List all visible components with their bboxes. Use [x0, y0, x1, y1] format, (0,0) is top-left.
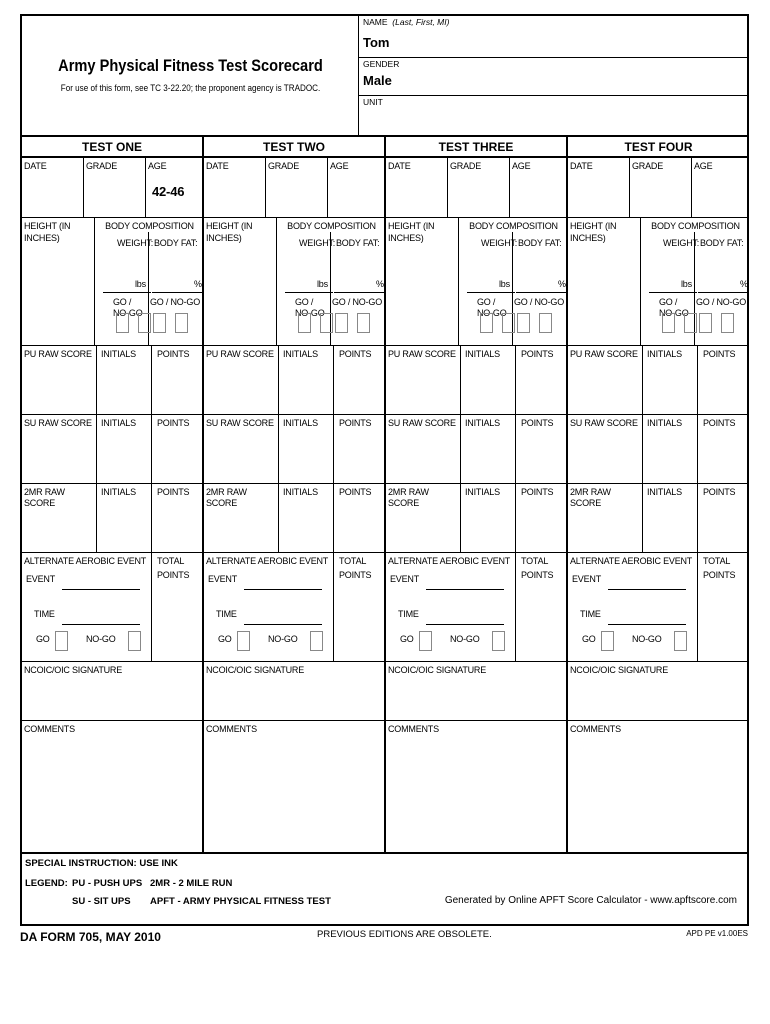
- su-points-cell[interactable]: [698, 415, 750, 483]
- su-row: [568, 415, 749, 484]
- comments-label: COMMENTS: [388, 724, 439, 734]
- su-points-label: POINTS: [521, 418, 554, 428]
- body-fat-input-line: [516, 292, 566, 293]
- signature-label: NCOIC/OIC SIGNATURE: [570, 665, 669, 675]
- su-points-cell[interactable]: [152, 415, 204, 483]
- weight-go-nogo: GO / NO-GO: [659, 297, 689, 318]
- no-go-label: NO-GO: [450, 634, 480, 644]
- grade-label: GRADE: [450, 161, 482, 171]
- generated-note: Generated by Online APFT Score Calculator - www.apftscore.com: [444, 895, 737, 906]
- gender-label: GENDER: [363, 59, 400, 69]
- pu-initials-label: INITIALS: [647, 349, 682, 359]
- date-cell[interactable]: [568, 158, 630, 217]
- signature-cell[interactable]: [22, 662, 204, 720]
- pu-points-label: POINTS: [339, 349, 372, 359]
- pu-raw-score-label: PU RAW SCORE: [206, 349, 274, 359]
- event-input-line: [426, 589, 504, 590]
- total-points-line2: POINTS: [521, 570, 554, 580]
- no-go-box[interactable]: [674, 631, 687, 651]
- weight-input-line: [103, 292, 151, 293]
- go-box[interactable]: [55, 631, 68, 651]
- body-fat-cell[interactable]: [513, 232, 568, 345]
- time-label: TIME: [216, 609, 237, 619]
- date-grade-age-row: [386, 158, 566, 218]
- test-column-title: TEST FOUR: [568, 136, 749, 158]
- run-raw-score-label: 2MR RAW SCORE: [206, 487, 247, 508]
- test-column-2: [204, 136, 386, 854]
- signature-row: [204, 662, 384, 721]
- form-title: Army Physical Fitness Test Scorecard: [58, 56, 323, 75]
- time-input-line: [62, 624, 140, 625]
- soldier-info-block: [359, 16, 747, 136]
- signature-label: NCOIC/OIC SIGNATURE: [206, 665, 305, 675]
- run-points-label: POINTS: [521, 487, 554, 497]
- su-raw-score-label: SU RAW SCORE: [388, 418, 456, 428]
- unit-label: UNIT: [363, 97, 383, 107]
- weight-cell[interactable]: [95, 232, 154, 345]
- pu-row: [568, 346, 749, 415]
- su-initials-label: INITIALS: [101, 418, 136, 428]
- comments-row: [386, 721, 566, 854]
- total-points-line2: POINTS: [339, 570, 372, 580]
- weight-label: WEIGHT:: [117, 238, 154, 248]
- su-initials-cell[interactable]: [643, 415, 698, 483]
- total-points-line1: TOTAL: [339, 556, 367, 566]
- body-composition-label: BODY COMPOSITION: [105, 221, 194, 231]
- name-field[interactable]: [359, 16, 747, 58]
- total-points-line2: POINTS: [157, 570, 190, 580]
- comments-label: COMMENTS: [206, 724, 257, 734]
- percent-unit: %: [376, 279, 384, 289]
- signature-row: [386, 662, 566, 721]
- go-box[interactable]: [601, 631, 614, 651]
- unit-field[interactable]: [359, 96, 747, 136]
- alt-event-cell[interactable]: [386, 553, 516, 661]
- body-fat-label: BODY FAT:: [154, 238, 198, 248]
- grade-label: GRADE: [268, 161, 300, 171]
- run-points-label: POINTS: [703, 487, 736, 497]
- signature-row: [568, 662, 749, 721]
- height-label-line2: INCHES): [570, 233, 606, 243]
- run-points-label: POINTS: [157, 487, 190, 497]
- body-composition-label: BODY COMPOSITION: [287, 221, 376, 231]
- test-column-4: [568, 136, 749, 854]
- weight-cell[interactable]: [459, 232, 518, 345]
- su-raw-score-cell[interactable]: [568, 415, 643, 483]
- grade-cell[interactable]: [84, 158, 146, 217]
- go-label: GO: [400, 634, 414, 644]
- height-cell[interactable]: [386, 218, 459, 345]
- body-fat-input-line: [698, 292, 748, 293]
- go-box[interactable]: [419, 631, 432, 651]
- date-cell[interactable]: [204, 158, 266, 217]
- form-number: DA FORM 705, MAY 2010: [20, 930, 161, 944]
- weight-label: WEIGHT:: [663, 238, 700, 248]
- date-grade-age-row: [22, 158, 202, 218]
- no-go-label: NO-GO: [86, 634, 116, 644]
- height-label-line2: INCHES): [206, 233, 242, 243]
- total-points-cell[interactable]: [516, 553, 568, 661]
- body-fat-go-nogo: GO / NO-GO: [696, 297, 747, 307]
- height-label-line2: INCHES): [24, 233, 60, 243]
- body-fat-nogo-box[interactable]: [357, 313, 370, 333]
- lbs-unit: lbs: [499, 279, 510, 289]
- comments-label: COMMENTS: [24, 724, 75, 734]
- test-column-1: [22, 136, 204, 854]
- pu-points-cell[interactable]: [334, 346, 386, 414]
- body-fat-input-line: [334, 292, 384, 293]
- pu-initials-cell[interactable]: [279, 346, 334, 414]
- legend-apft: APFT - ARMY PHYSICAL FITNESS TEST: [150, 896, 331, 907]
- name-hint: (Last, First, MI): [392, 17, 450, 27]
- age-label: AGE: [512, 161, 531, 171]
- pu-raw-score-label: PU RAW SCORE: [388, 349, 456, 359]
- su-row: [22, 415, 202, 484]
- no-go-label: NO-GO: [268, 634, 298, 644]
- signature-cell[interactable]: [568, 662, 750, 720]
- body-fat-cell[interactable]: [331, 232, 386, 345]
- event-input-line: [62, 589, 140, 590]
- pu-points-label: POINTS: [157, 349, 190, 359]
- time-label: TIME: [580, 609, 601, 619]
- comments-label: COMMENTS: [570, 724, 621, 734]
- signature-cell[interactable]: [204, 662, 386, 720]
- run-points-cell[interactable]: [334, 484, 386, 552]
- form-subtitle: For use of this form, see TC 3-22.20; the proponent agency is TRADOC.: [60, 83, 321, 93]
- su-points-label: POINTS: [703, 418, 736, 428]
- run-initials-label: INITIALS: [465, 487, 500, 497]
- height-label-line2: INCHES): [388, 233, 424, 243]
- run-initials-label: INITIALS: [101, 487, 136, 497]
- run-raw-score-cell[interactable]: [386, 484, 461, 552]
- grade-label: GRADE: [86, 161, 118, 171]
- run-initials-cell[interactable]: [279, 484, 334, 552]
- run-row: [22, 484, 202, 553]
- pu-row: [22, 346, 202, 415]
- test-column-title: TEST THREE: [386, 136, 566, 158]
- su-initials-cell[interactable]: [97, 415, 152, 483]
- legend-pu: PU - PUSH UPS: [72, 878, 143, 889]
- total-points-cell[interactable]: [698, 553, 750, 661]
- total-points-line1: TOTAL: [703, 556, 731, 566]
- body-fat-nogo-box[interactable]: [175, 313, 188, 333]
- run-row: [568, 484, 749, 553]
- body-composition-label: BODY COMPOSITION: [651, 221, 740, 231]
- weight-input-line: [285, 292, 333, 293]
- pu-initials-cell[interactable]: [643, 346, 698, 414]
- su-raw-score-cell[interactable]: [204, 415, 279, 483]
- name-value[interactable]: Tom: [363, 35, 390, 50]
- body-composition-row: [568, 218, 749, 346]
- percent-unit: %: [194, 279, 202, 289]
- lbs-unit: lbs: [317, 279, 328, 289]
- body-fat-go-box[interactable]: [335, 313, 348, 333]
- run-raw-score-cell[interactable]: [204, 484, 279, 552]
- comments-row: [22, 721, 202, 854]
- run-raw-score-label: 2MR RAW SCORE: [570, 487, 611, 508]
- run-initials-label: INITIALS: [283, 487, 318, 497]
- alt-aerobic-row: [386, 553, 566, 662]
- run-raw-score-label: 2MR RAW SCORE: [388, 487, 429, 508]
- signature-row: [22, 662, 202, 721]
- pu-raw-score-label: PU RAW SCORE: [24, 349, 92, 359]
- su-points-cell[interactable]: [334, 415, 386, 483]
- weight-go-nogo: GO / NO-GO: [477, 297, 507, 318]
- height-label-line1: HEIGHT (IN: [206, 221, 253, 231]
- special-instruction: SPECIAL INSTRUCTION: USE INK: [25, 858, 178, 869]
- grade-cell[interactable]: [266, 158, 328, 217]
- run-initials-label: INITIALS: [647, 487, 682, 497]
- form-version: APD PE v1.00ES: [686, 929, 748, 938]
- total-points-cell[interactable]: [152, 553, 204, 661]
- scorecard-form: [20, 14, 749, 926]
- comments-row: [204, 721, 384, 854]
- go-label: GO: [36, 634, 50, 644]
- age-label: AGE: [148, 161, 167, 171]
- pu-points-cell[interactable]: [516, 346, 568, 414]
- pu-raw-score-cell[interactable]: [568, 346, 643, 414]
- form-title-block: [22, 16, 359, 136]
- run-points-cell[interactable]: [516, 484, 568, 552]
- comments-cell[interactable]: [568, 721, 750, 852]
- total-points-line2: POINTS: [703, 570, 736, 580]
- total-points-line1: TOTAL: [157, 556, 185, 566]
- body-fat-go-nogo: GO / NO-GO: [514, 297, 565, 307]
- time-label: TIME: [398, 609, 419, 619]
- su-initials-label: INITIALS: [647, 418, 682, 428]
- comments-cell[interactable]: [22, 721, 204, 852]
- height-cell[interactable]: [568, 218, 641, 345]
- pu-row: [204, 346, 384, 415]
- weight-input-line: [649, 292, 697, 293]
- alt-event-label: ALTERNATE AEROBIC EVENT: [206, 556, 329, 566]
- body-fat-go-box[interactable]: [517, 313, 530, 333]
- body-fat-cell[interactable]: [149, 232, 204, 345]
- alt-event-label: ALTERNATE AEROBIC EVENT: [24, 556, 147, 566]
- date-cell[interactable]: [386, 158, 448, 217]
- percent-unit: %: [558, 279, 566, 289]
- alt-event-label: ALTERNATE AEROBIC EVENT: [570, 556, 693, 566]
- run-raw-score-label: 2MR RAW SCORE: [24, 487, 65, 508]
- pu-initials-label: INITIALS: [101, 349, 136, 359]
- pu-points-cell[interactable]: [152, 346, 204, 414]
- su-initials-label: INITIALS: [283, 418, 318, 428]
- pu-initials-cell[interactable]: [461, 346, 516, 414]
- run-points-label: POINTS: [339, 487, 372, 497]
- su-row: [204, 415, 384, 484]
- pu-initials-label: INITIALS: [283, 349, 318, 359]
- time-label: TIME: [34, 609, 55, 619]
- total-points-line1: TOTAL: [521, 556, 549, 566]
- date-cell[interactable]: [22, 158, 84, 217]
- weight-input-line: [467, 292, 515, 293]
- height-cell[interactable]: [204, 218, 277, 345]
- body-fat-cell[interactable]: [695, 232, 750, 345]
- no-go-box[interactable]: [310, 631, 323, 651]
- alt-event-cell[interactable]: [568, 553, 698, 661]
- run-initials-cell[interactable]: [461, 484, 516, 552]
- body-fat-go-box[interactable]: [699, 313, 712, 333]
- run-initials-cell[interactable]: [643, 484, 698, 552]
- age-cell[interactable]: [510, 158, 568, 217]
- event-label: EVENT: [390, 574, 420, 584]
- pu-raw-score-cell[interactable]: [386, 346, 461, 414]
- su-raw-score-label: SU RAW SCORE: [206, 418, 274, 428]
- date-label: DATE: [206, 161, 229, 171]
- gender-value[interactable]: Male: [363, 73, 392, 88]
- su-initials-label: INITIALS: [465, 418, 500, 428]
- event-label: EVENT: [208, 574, 238, 584]
- comments-cell[interactable]: [386, 721, 568, 852]
- previous-editions-note: PREVIOUS EDITIONS ARE OBSOLETE.: [317, 929, 492, 940]
- date-label: DATE: [570, 161, 593, 171]
- pu-raw-score-label: PU RAW SCORE: [570, 349, 638, 359]
- body-fat-label: BODY FAT:: [518, 238, 562, 248]
- age-label: AGE: [330, 161, 349, 171]
- date-label: DATE: [388, 161, 411, 171]
- test-column-title: TEST TWO: [204, 136, 384, 158]
- body-fat-nogo-box[interactable]: [539, 313, 552, 333]
- pu-raw-score-cell[interactable]: [204, 346, 279, 414]
- weight-cell[interactable]: [277, 232, 336, 345]
- signature-label: NCOIC/OIC SIGNATURE: [24, 665, 123, 675]
- grade-cell[interactable]: [630, 158, 692, 217]
- weight-label: WEIGHT:: [299, 238, 336, 248]
- comments-row: [568, 721, 749, 854]
- su-points-label: POINTS: [157, 418, 190, 428]
- body-fat-label: BODY FAT:: [700, 238, 744, 248]
- grade-cell[interactable]: [448, 158, 510, 217]
- run-raw-score-cell[interactable]: [568, 484, 643, 552]
- run-row: [204, 484, 384, 553]
- run-raw-score-cell[interactable]: [22, 484, 97, 552]
- legend-label: LEGEND:: [25, 878, 68, 889]
- no-go-box[interactable]: [492, 631, 505, 651]
- lbs-unit: lbs: [135, 279, 146, 289]
- no-go-box[interactable]: [128, 631, 141, 651]
- run-initials-cell[interactable]: [97, 484, 152, 552]
- su-initials-cell[interactable]: [461, 415, 516, 483]
- time-input-line: [608, 624, 686, 625]
- body-fat-go-box[interactable]: [153, 313, 166, 333]
- alt-aerobic-row: [204, 553, 384, 662]
- su-points-cell[interactable]: [516, 415, 568, 483]
- age-label: AGE: [694, 161, 713, 171]
- signature-label: NCOIC/OIC SIGNATURE: [388, 665, 487, 675]
- weight-go-box[interactable]: [298, 313, 311, 333]
- test-column-title: TEST ONE: [22, 136, 202, 158]
- date-grade-age-row: [204, 158, 384, 218]
- age-cell[interactable]: [146, 158, 204, 217]
- date-label: DATE: [24, 161, 47, 171]
- pu-points-label: POINTS: [703, 349, 736, 359]
- run-points-cell[interactable]: [152, 484, 204, 552]
- weight-go-nogo: GO / NO-GO: [113, 297, 143, 318]
- pu-initials-cell[interactable]: [97, 346, 152, 414]
- run-row: [386, 484, 566, 553]
- body-composition-row: [204, 218, 384, 346]
- pu-points-label: POINTS: [521, 349, 554, 359]
- body-composition-row: [22, 218, 202, 346]
- height-label-line1: HEIGHT (IN: [570, 221, 617, 231]
- weight-go-box[interactable]: [480, 313, 493, 333]
- legend-su: SU - SIT UPS: [72, 896, 131, 907]
- body-composition-label: BODY COMPOSITION: [469, 221, 558, 231]
- event-input-line: [608, 589, 686, 590]
- body-fat-label: BODY FAT:: [336, 238, 380, 248]
- su-row: [386, 415, 566, 484]
- event-label: EVENT: [572, 574, 602, 584]
- go-label: GO: [218, 634, 232, 644]
- weight-go-box[interactable]: [116, 313, 129, 333]
- form-footer: [22, 854, 747, 924]
- test-column-3: [386, 136, 568, 854]
- weight-cell[interactable]: [641, 232, 700, 345]
- alt-event-cell[interactable]: [204, 553, 334, 661]
- weight-label: WEIGHT:: [481, 238, 518, 248]
- su-raw-score-label: SU RAW SCORE: [570, 418, 638, 428]
- su-raw-score-label: SU RAW SCORE: [24, 418, 92, 428]
- comments-cell[interactable]: [204, 721, 386, 852]
- total-points-cell[interactable]: [334, 553, 386, 661]
- height-label-line1: HEIGHT (IN: [24, 221, 71, 231]
- body-composition-row: [386, 218, 566, 346]
- alt-event-cell[interactable]: [22, 553, 152, 661]
- alt-aerobic-row: [568, 553, 749, 662]
- body-fat-go-nogo: GO / NO-GO: [332, 297, 383, 307]
- grade-label: GRADE: [632, 161, 664, 171]
- signature-cell[interactable]: [386, 662, 568, 720]
- alt-event-label: ALTERNATE AEROBIC EVENT: [388, 556, 511, 566]
- event-input-line: [244, 589, 322, 590]
- age-value[interactable]: 42-46: [152, 184, 185, 199]
- pu-row: [386, 346, 566, 415]
- height-label-line1: HEIGHT (IN: [388, 221, 435, 231]
- weight-go-box[interactable]: [662, 313, 675, 333]
- su-raw-score-cell[interactable]: [22, 415, 97, 483]
- event-label: EVENT: [26, 574, 56, 584]
- name-label: NAME (Last, First, MI): [363, 17, 450, 27]
- pu-initials-label: INITIALS: [465, 349, 500, 359]
- body-fat-go-nogo: GO / NO-GO: [150, 297, 201, 307]
- date-grade-age-row: [568, 158, 749, 218]
- run-points-cell[interactable]: [698, 484, 750, 552]
- height-cell[interactable]: [22, 218, 95, 345]
- su-points-label: POINTS: [339, 418, 372, 428]
- percent-unit: %: [740, 279, 748, 289]
- time-input-line: [244, 624, 322, 625]
- body-fat-nogo-box[interactable]: [721, 313, 734, 333]
- su-raw-score-cell[interactable]: [386, 415, 461, 483]
- no-go-label: NO-GO: [632, 634, 662, 644]
- pu-raw-score-cell[interactable]: [22, 346, 97, 414]
- age-cell[interactable]: [692, 158, 750, 217]
- alt-aerobic-row: [22, 553, 202, 662]
- time-input-line: [426, 624, 504, 625]
- weight-go-nogo: GO / NO-GO: [295, 297, 325, 318]
- age-cell[interactable]: [328, 158, 386, 217]
- go-box[interactable]: [237, 631, 250, 651]
- body-fat-input-line: [152, 292, 202, 293]
- gender-field[interactable]: [359, 58, 747, 96]
- pu-points-cell[interactable]: [698, 346, 750, 414]
- lbs-unit: lbs: [681, 279, 692, 289]
- legend-2mr: 2MR - 2 MILE RUN: [150, 878, 233, 889]
- go-label: GO: [582, 634, 596, 644]
- su-initials-cell[interactable]: [279, 415, 334, 483]
